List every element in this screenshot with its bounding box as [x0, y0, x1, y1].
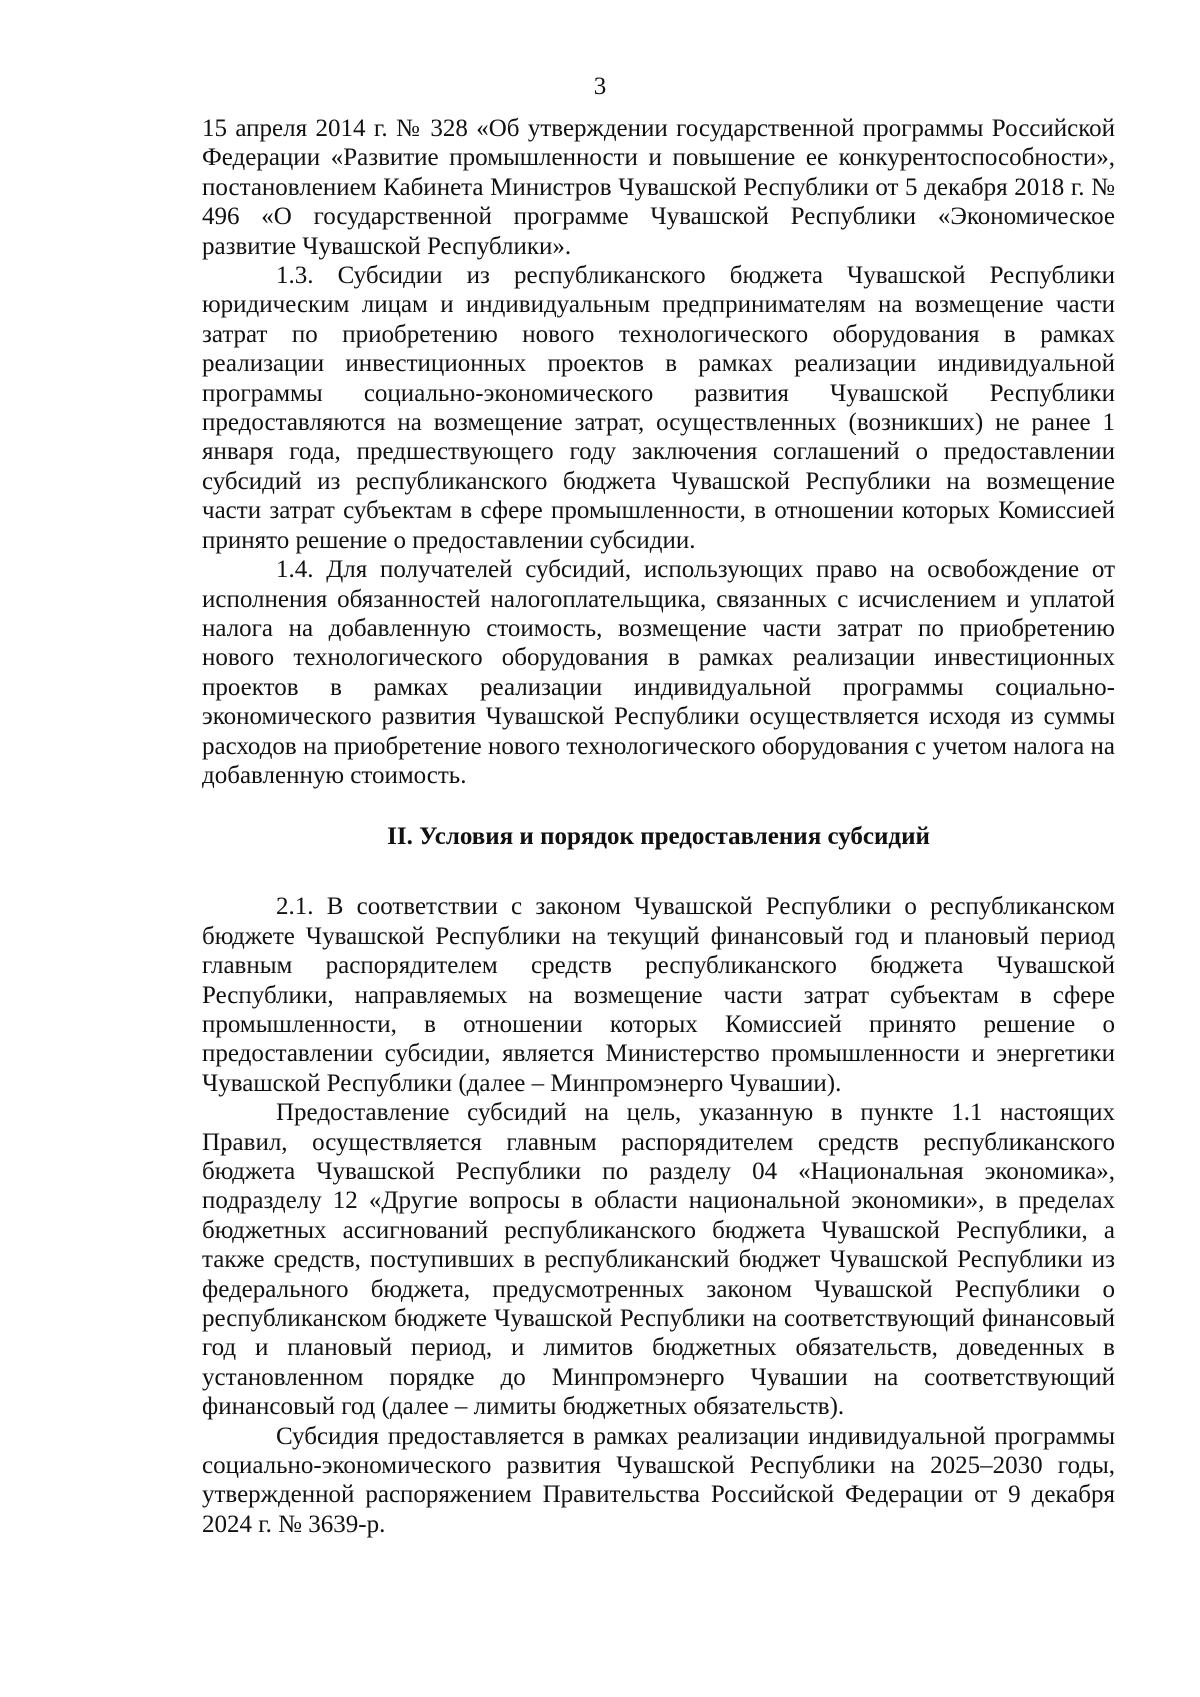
section-heading: II. Условия и порядок предоставления субсидий [387, 823, 930, 851]
paragraph-continuation: 15 апреля 2014 г. № 328 «Об утверждении государственной программы Российской Федерации «Развитие промышленности и повышение ее конкурентоспособности», постановлением Кабинета Министров Чувашской Республики от 5 декабря 2018 г. № 496 «О государственной программе Чувашской Республики «Экономическое развитие Чувашской Республики». [202, 115, 1115, 260]
page-number: 3 [593, 73, 607, 100]
paragraph-1-3: 1.3. Субсидии из республиканского бюджета Чувашской Республики юридическим лицам и индивидуальным предпринимателям на возмещение части затрат по приобретению нового технологического оборудования в рамках реализации инвестиционных проектов в рамках реализации индивидуальной программы социально-экономического развития Чувашской Республики предоставляются на возмещение затрат, осуществленных (возникших) не ранее 1 января года, предшествующего году заключения соглашений о предоставлении субсидий из республиканского бюджета Чувашской Республики на возмещение части затрат субъектам в сфере промышленности, в отношении которых Комиссией принято решение о предоставлении субсидии. [202, 262, 1115, 554]
paragraph-subsidy-provision: Предоставление субсидий на цель, указанную в пункте 1.1 настоящих Правил, осуществляется главным распорядителем средств республиканского бюджета Чувашской Республики по разделу 04 «Национальная экономика», подразделу 12 «Другие вопросы в области национальной экономики», в пределах бюджетных ассигнований республиканского бюджета Чувашской Республики, а также средств, поступивших в республиканский бюджет Чувашской Республики из федерального бюджета, предусмотренных законом Чувашской Республики о республиканском бюджете Чувашской Республики на соответствующий финансовый год и плановый период, и лимитов бюджетных обязательств, доведенных в установленном порядке до Минпромэнерго Чувашии на соответствующий финансовый год (далее – лимиты бюджетных обязательств). [202, 1099, 1115, 1421]
paragraph-subsidy-program: Субсидия предоставляется в рамках реализации индивидуальной программы социально-экономического развития Чувашской Республики на 2025–2030 годы, утвержденной распоряжением Правительства Российской Федерации от 9 декабря 2024 г. № 3639-р. [202, 1422, 1115, 1538]
paragraph-2-1: 2.1. В соответствии с законом Чувашской Республики о республиканском бюджете Чувашской Республики на текущий финансовый год и плановый период главным распорядителем средств республиканского бюджета Чувашской Республики, направляемых на возмещение части затрат субъектам в сфере промышленности, в отношении которых Комиссией принято решение о предоставлении субсидии, является Министерство промышленности и энергетики Чувашской Республики (далее – Минпромэнерго Чувашии). [202, 893, 1115, 1097]
paragraph-1-4: 1.4. Для получателей субсидий, использующих право на освобождение от исполнения обязанностей налогоплательщика, связанных с исчислением и уплатой налога на добавленную стоимость, возмещение части затрат по приобретению нового технологического оборудования в рамках реализации инвестиционных проектов в рамках реализации индивидуальной программы социально-экономического развития Чувашской Республики осуществляется исходя из суммы расходов на приобретение нового технологического оборудования с учетом налога на добавленную стоимость. [202, 556, 1115, 789]
document-body [202, 114, 1115, 1539]
